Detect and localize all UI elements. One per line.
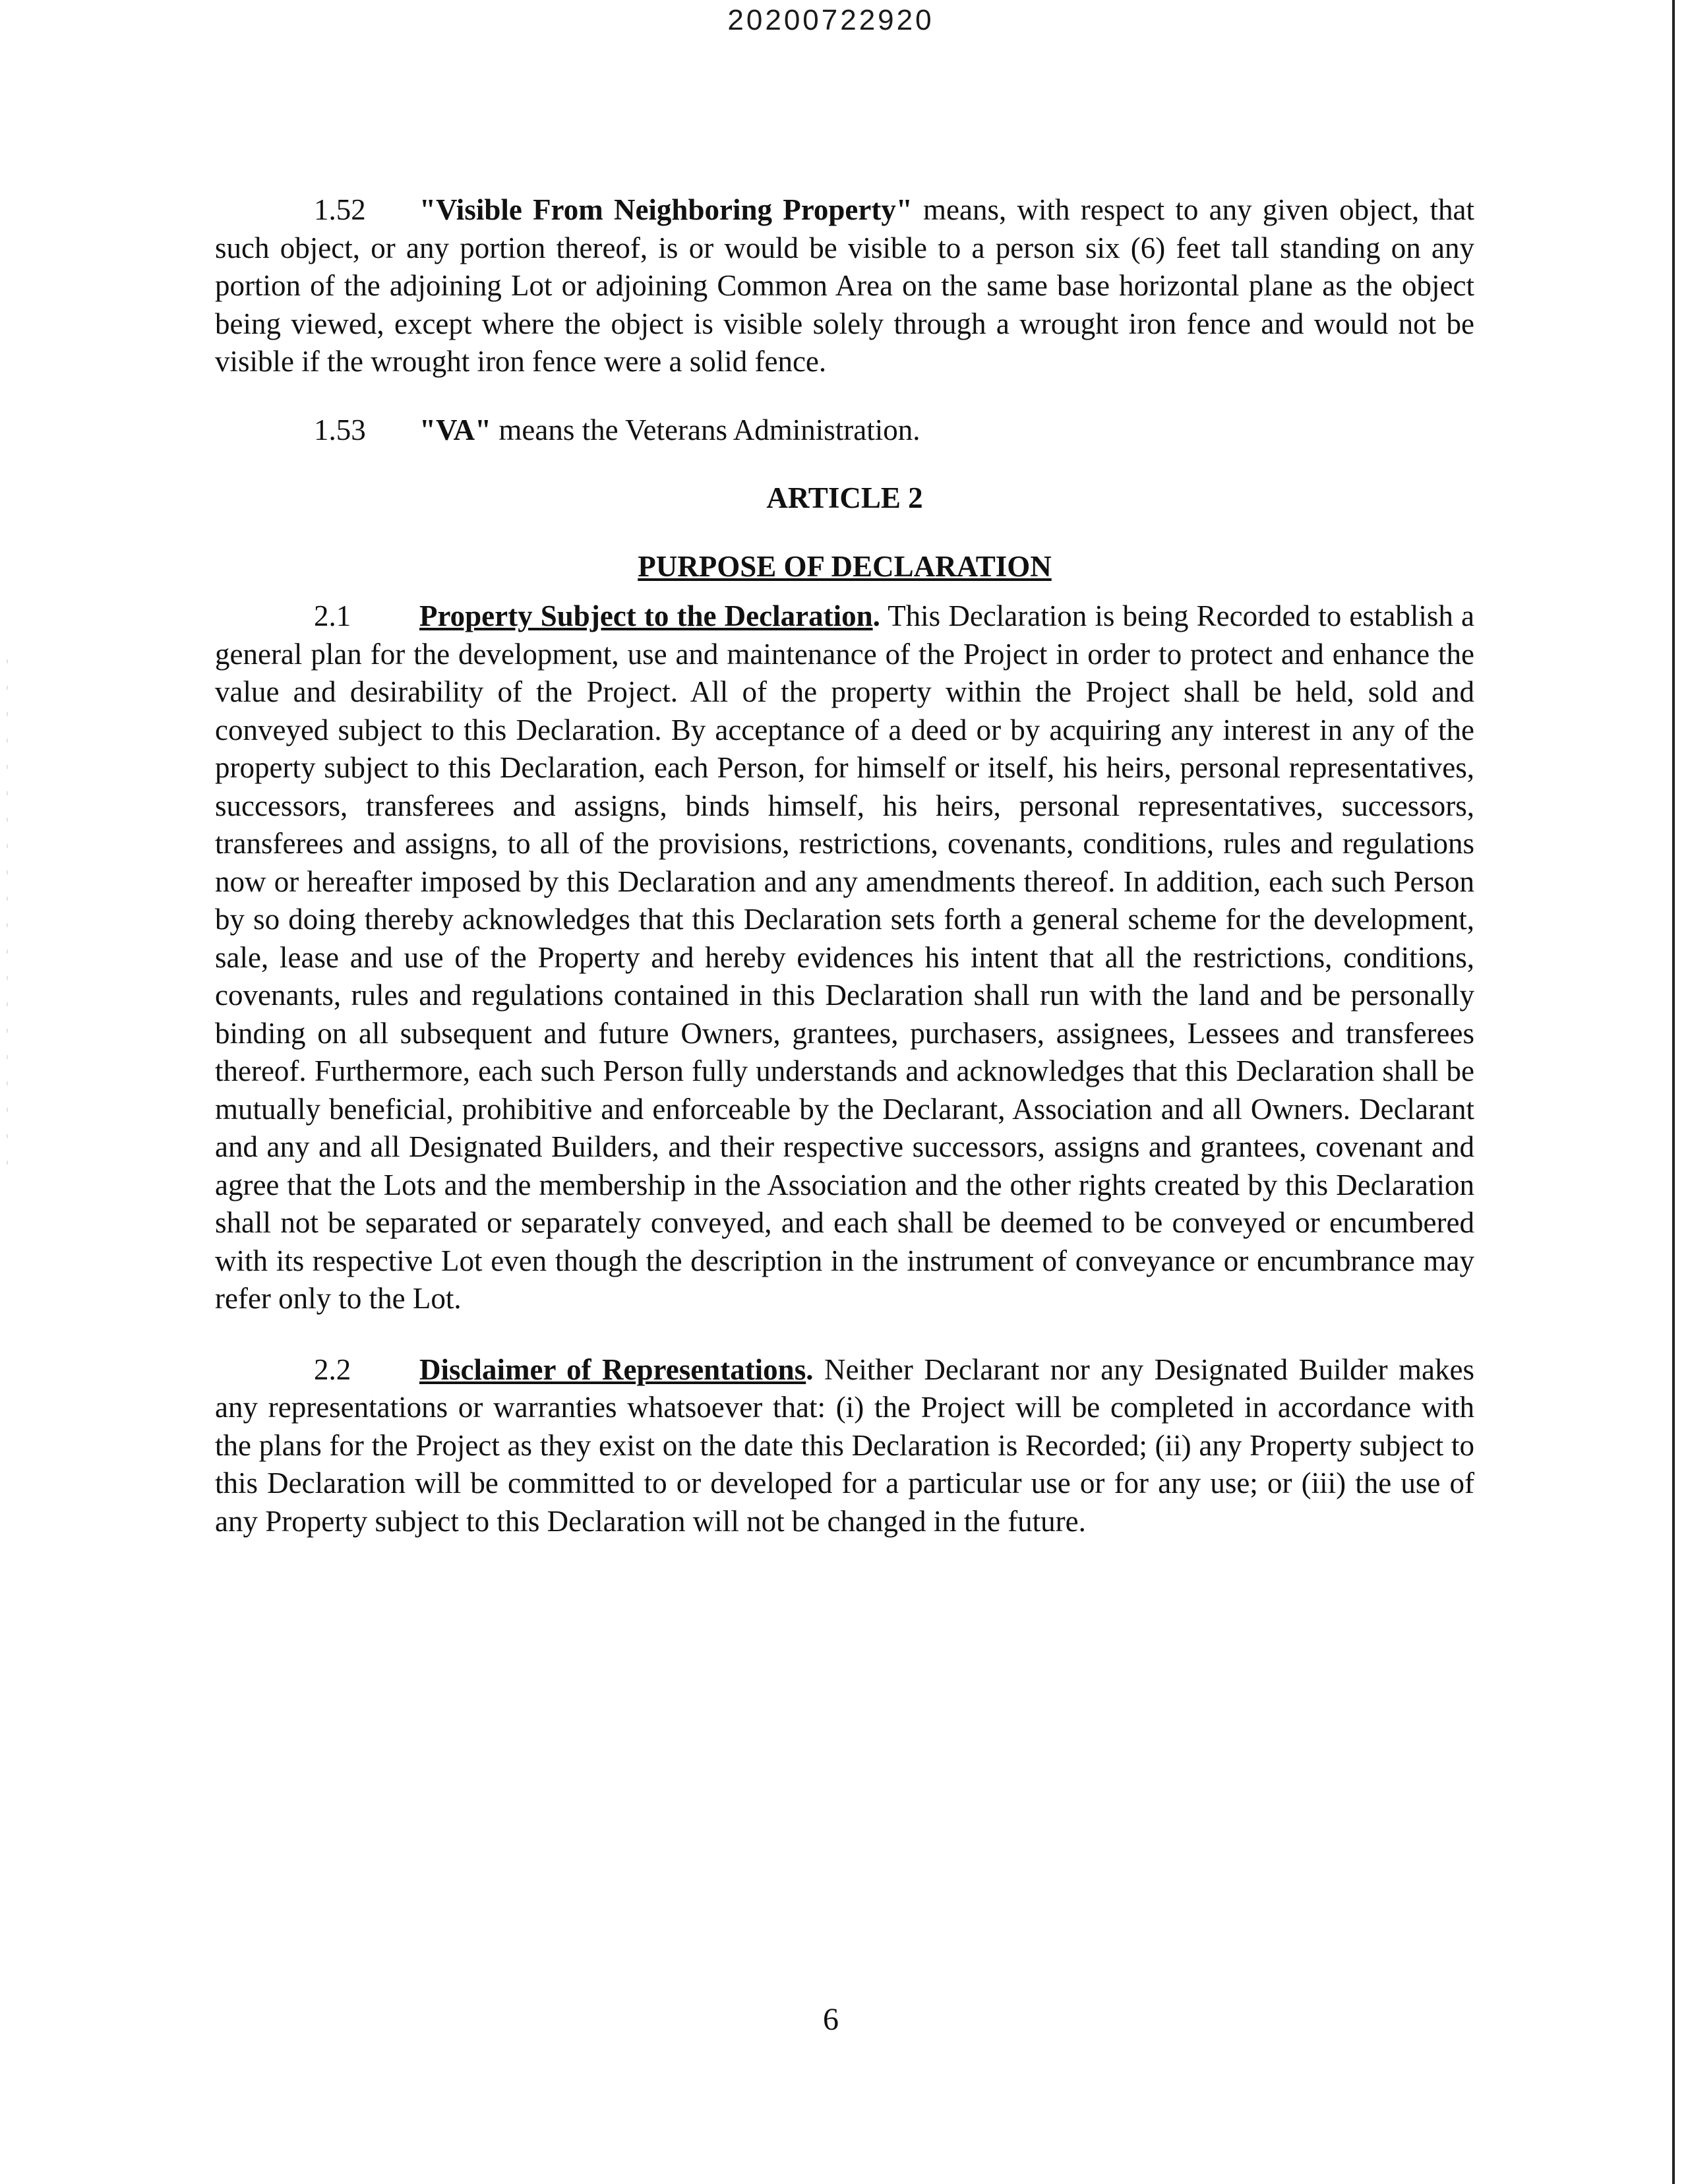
section-1-53: [215, 411, 1474, 450]
article-title: PURPOSE OF DECLARATION: [638, 549, 1052, 583]
spacer: [215, 586, 1474, 597]
section-2-1: [215, 597, 1474, 1318]
section-1-52-text: means, with respect to any given object, that such object, or any portion thereof, is or would be visible to a person six (6) feet tall standing on any portion of the adjoining Lot or adjoining Common Area on the same base horizontal plane as the object being viewed, except where the object is visible solely through a wrought iron fence and would not be visible if the wrought iron fence were a solid fence.: [215, 193, 1474, 378]
section-2-2: [215, 1351, 1474, 1541]
page-number: 6: [823, 2002, 839, 2037]
section-1-52-number: 1.52: [314, 193, 366, 226]
section-2-2-number: 2.2: [314, 1352, 351, 1386]
section-2-1-title: Property Subject to the Declaration: [419, 599, 873, 632]
section-1-53-text: means the Veterans Administration.: [491, 413, 920, 446]
section-1-53-term: "VA": [419, 413, 492, 446]
right-margin-rule: [1672, 0, 1675, 2184]
document-body: [215, 191, 1474, 1540]
section-1-53-number: 1.53: [314, 413, 366, 446]
section-2-1-text: This Declaration is being Recorded to establish a general plan for the development, use and maintenance of the Project in order to protect and enhance the value and desirability of the Project. All of the property within the Project shall be held, sold and conveyed subject to this Declaration. By acceptance of a deed or by acquiring any interest in any of the property subject to this Declaration, each Person, for himself or itself, his heirs, personal representatives, successors, transferees and assigns, binds himself, his heirs, personal representatives, successors, transferees and assigns, to all of the provisions, restrictions, covenants, conditions, rules and regulations now or hereafter imposed by this Declaration and any amendments thereof. In addition, each such Person by so doing thereby acknowledges that this Declaration sets forth a general scheme for the development, sale, lease and use of the Property and hereby evidences his intent that all the restrictions, conditions, covenants, rules and regulations contained in this Declaration shall run with the land and be personally binding on all subsequent and future Owners, grantees, purchasers, assignees, Lessees and transferees thereof. Furthermore, each such Person fully understands and acknowledges that this Declaration shall be mutually beneficial, prohibitive and enforceable by the Declarant, Association and all Owners. Declarant and any and all Designated Builders, and their respective successors, assigns and grantees, covenant and agree that the Lots and the membership in the Association and the other rights created by this Declaration shall not be separated or separately conveyed, and each shall be deemed to be conveyed or encumbered with its respective Lot even though the description in the instrument of conveyance or encumbrance may refer only to the Lot.: [215, 599, 1474, 1315]
section-2-2-text: Neither Declarant nor any Designated Builder makes any representations or warranties whatsoever that: (i) the Project will be completed in accordance with the plans for the Project as they exist on the date this Declaration is Recorded; (ii) any Property subject to this Declaration will be committed to or developed for a particular use or for any use; or (iii) the use of any Property subject to this Declaration will not be changed in the future.: [215, 1352, 1474, 1538]
section-2-1-period: .: [872, 599, 880, 632]
spacer: [215, 449, 1474, 479]
spacer: [215, 381, 1474, 411]
scan-specks: [7, 659, 8, 1187]
section-1-52: [215, 191, 1474, 381]
spacer: [215, 1318, 1474, 1351]
spacer: [215, 518, 1474, 548]
document-number: 20200722920: [727, 4, 934, 36]
article-heading: ARTICLE 2: [766, 481, 923, 514]
section-2-2-title: Disclaimer of Representations: [419, 1352, 806, 1386]
section-2-2-period: .: [806, 1352, 814, 1386]
section-2-1-number: 2.1: [314, 599, 351, 632]
section-1-52-term: "Visible From Neighboring Property": [419, 193, 913, 226]
